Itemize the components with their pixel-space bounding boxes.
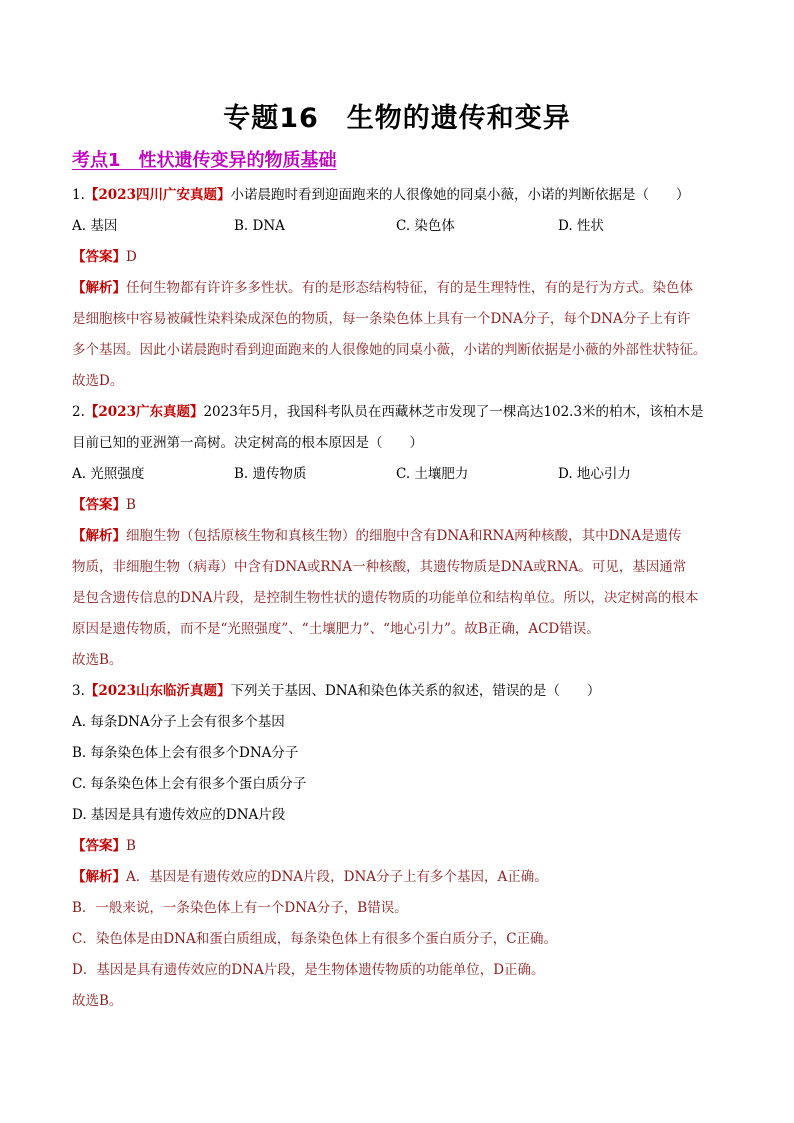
option: D. 地心引力 — [558, 466, 631, 482]
page-title: 专题16 生物的遗传和变异 — [223, 103, 571, 134]
question-1-source-tag: 【2023四川广安真题】 — [84, 187, 231, 203]
question-2-conclusion: 故选B。 — [72, 652, 123, 668]
option: D. 基因是具有遗传效应的DNA片段 — [72, 807, 286, 823]
question-1-options — [72, 211, 728, 242]
question-3-conclusion: 故选B。 — [72, 993, 123, 1009]
question-3-analysis-line: C．染色体是由DNA和蛋白质组成，每条染色体上有很多个蛋白质分子，C正确。 — [72, 931, 558, 947]
option: A. 基因 — [72, 218, 118, 234]
question-2-stem: 2.【2023广东真题】2023年5月，我国科考队员在西藏林芝市发现了一棵高达102.3米的柏木，该柏木是 — [72, 404, 704, 420]
option: C. 染色体 — [396, 218, 455, 234]
question-1-analysis-line: 是细胞核中容易被碱性染料染成深色的物质，每一条染色体上具有一个DNA分子，每个DNA分子上有许 — [72, 311, 691, 327]
option: A. 每条DNA分子上会有很多个基因 — [72, 714, 285, 730]
question-2-analysis-line: 是包含遗传信息的DNA片段，是控制生物性状的遗传物质的功能单位和结构单位。所以，决定树高的根本 — [72, 590, 699, 606]
question-3-source-tag: 【2023山东临沂真题】 — [84, 683, 231, 699]
option: C. 土壤肥力 — [396, 466, 469, 482]
option: B. 遗传物质 — [234, 466, 307, 482]
question-3-answer: 【答案】B — [72, 838, 136, 854]
question-3-stem: 3.【2023山东临沂真题】下列关于基因、DNA和染色体关系的叙述，错误的是（ ） — [72, 683, 601, 699]
question-1-answer: 【答案】D — [72, 249, 137, 265]
option: B. DNA — [234, 218, 285, 234]
question-2-stem-line: 目前已知的亚洲第一高树。决定树高的根本原因是（ ） — [72, 435, 423, 451]
question-2-source-tag: 【2023广东真题】 — [84, 404, 204, 420]
question-3-analysis-line: 【解析】A．基因是有遗传效应的DNA片段，DNA分子上有多个基因，A正确。 — [72, 869, 548, 885]
document-content — [72, 180, 728, 1017]
question-2-analysis-line: 物质，非细胞生物（病毒）中含有DNA或RNA一种核酸，其遗传物质是DNA或RNA。可见，基因通常 — [72, 559, 687, 575]
question-3-analysis-line: D．基因是具有遗传效应的DNA片段，是生物体遗传物质的功能单位，D正确。 — [72, 962, 545, 978]
option: C. 每条染色体上会有很多个蛋白质分子 — [72, 776, 307, 792]
section-heading: 考点1 性状遗传变异的物质基础 — [72, 150, 337, 171]
question-2-analysis-line: 【解析】细胞生物（包括原核生物和真核生物）的细胞中含有DNA和RNA两种核酸，其中DNA是遗传 — [72, 528, 682, 544]
question-1-conclusion: 故选D。 — [72, 373, 124, 389]
question-1-analysis-line: 【解析】任何生物都有许许多多性状。有的是形态结构特征，有的是生理特性，有的是行为方式。染色体 — [72, 280, 693, 296]
question-1-stem: 1.【2023四川广安真题】小诺晨跑时看到迎面跑来的人很像她的同桌小薇，小诺的判断依据是（ ） — [72, 187, 690, 203]
option: B. 每条染色体上会有很多个DNA分子 — [72, 745, 299, 761]
option: D. 性状 — [558, 218, 604, 234]
question-2-answer: 【答案】B — [72, 497, 136, 513]
option: A. 光照强度 — [72, 466, 145, 482]
question-2-options — [72, 459, 728, 490]
question-3-analysis-line: B．一般来说，一条染色体上有一个DNA分子，B错误。 — [72, 900, 408, 916]
question-2-analysis-line: 原因是遗传物质，而不是“光照强度”、“土壤肥力”、“地心引力”。故B正确，ACD错误。 — [72, 621, 600, 637]
question-1-analysis-line: 多个基因。因此小诺晨跑时看到迎面跑来的人很像她的同桌小薇，小诺的判断依据是小薇的外部性状特征。 — [72, 342, 707, 358]
